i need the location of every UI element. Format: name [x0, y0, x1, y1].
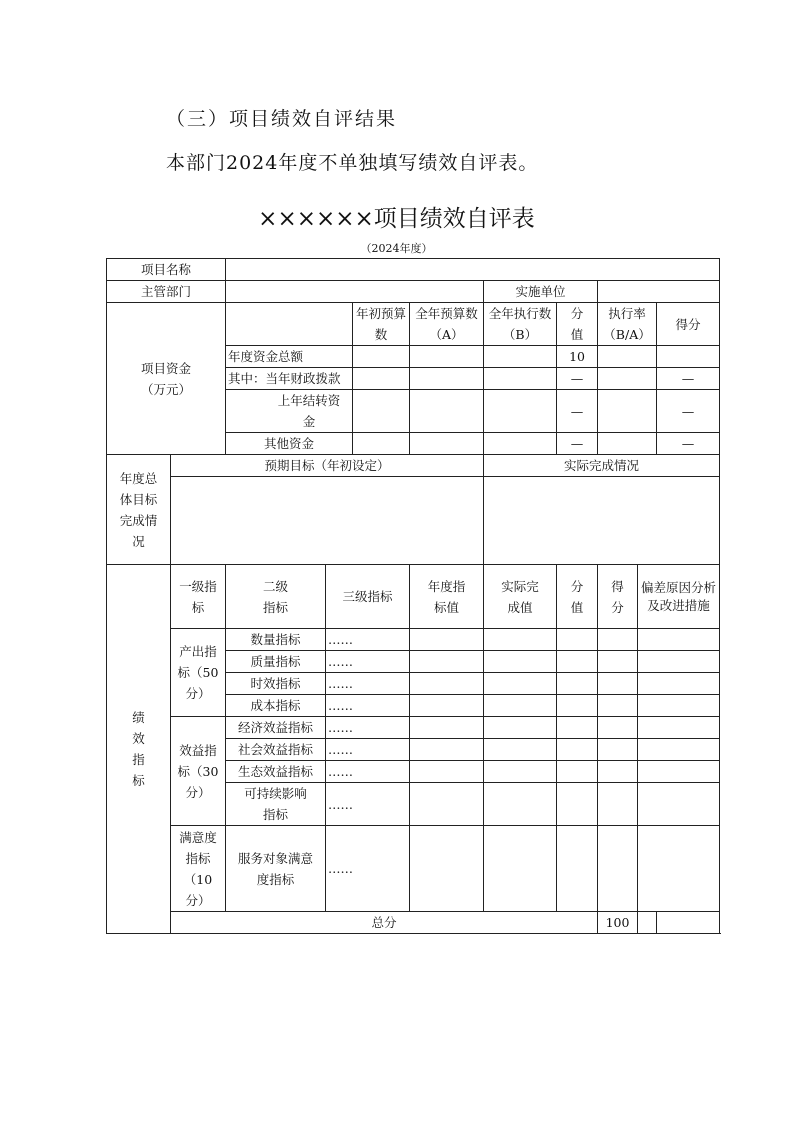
label-cell: 项目名称: [107, 259, 226, 281]
value-cell: [226, 281, 484, 303]
value-cell: [598, 717, 638, 739]
value-cell: [484, 826, 557, 912]
value-cell: [638, 651, 720, 673]
label-cell: 质量指标: [226, 651, 326, 673]
table-row: [107, 303, 720, 346]
label-cell: 经济效益指标: [226, 717, 326, 739]
label-cell: 绩效指标: [107, 565, 171, 934]
table-row: [107, 455, 720, 477]
table-row: [107, 826, 720, 912]
value-cell: [410, 826, 484, 912]
header-cell: 全年预算数（A）: [410, 303, 484, 346]
label-cell: 其他资金: [226, 433, 353, 455]
header-cell: 得分: [598, 565, 638, 629]
label-cell: 效益指标（30分）: [171, 717, 226, 826]
value-cell: [226, 259, 720, 281]
value-cell: [410, 346, 484, 368]
value-cell: [410, 390, 484, 433]
self-evaluation-table: [106, 258, 720, 934]
value-cell: [484, 346, 557, 368]
label-cell: 服务对象满意度指标: [226, 826, 326, 912]
value-cell: [638, 673, 720, 695]
total-value: 100: [598, 912, 638, 934]
value-cell: [410, 695, 484, 717]
value-cell: ……: [326, 761, 410, 783]
value-cell: [410, 673, 484, 695]
value-cell: [657, 912, 720, 934]
value-cell: ……: [326, 826, 410, 912]
label-cell: 产出指标（50分）: [171, 629, 226, 717]
label-cell: 满意度指标（10分）: [171, 826, 226, 912]
value-cell: [557, 761, 598, 783]
label-cell: 生态效益指标: [226, 761, 326, 783]
header-cell: 年度指标值: [410, 565, 484, 629]
label-cell: 成本指标: [226, 695, 326, 717]
value-cell: —: [657, 368, 720, 390]
label-cell: 项目资金（万元）: [107, 303, 226, 455]
value-cell: [410, 717, 484, 739]
table-row: [107, 259, 720, 281]
header-cell: 一级指标: [171, 565, 226, 629]
value-cell: [598, 368, 657, 390]
value-cell: [484, 433, 557, 455]
value-cell: [638, 739, 720, 761]
label-cell: 主管部门: [107, 281, 226, 303]
value-cell: [484, 390, 557, 433]
value-cell: —: [557, 368, 598, 390]
value-cell: [410, 651, 484, 673]
value-cell: [598, 761, 638, 783]
table-row: [107, 912, 720, 934]
value-cell: [598, 346, 657, 368]
section-heading: （三）项目绩效自评结果: [166, 108, 398, 130]
value-cell: [638, 717, 720, 739]
value-cell: [657, 346, 720, 368]
value-cell: [598, 390, 657, 433]
value-cell: [484, 783, 557, 826]
header-cell: 执行率（B/A）: [598, 303, 657, 346]
label-cell: 年度资金总额: [226, 346, 353, 368]
value-cell: [484, 651, 557, 673]
value-cell: [353, 433, 410, 455]
header-cell: 二级指标: [226, 565, 326, 629]
value-cell: [598, 695, 638, 717]
value-cell: [598, 826, 638, 912]
paragraph: 本部门2024年度不单独填写绩效自评表。: [166, 152, 539, 174]
value-cell: [353, 346, 410, 368]
value-cell: [638, 912, 657, 934]
header-cell: 预期目标（年初设定）: [171, 455, 484, 477]
header-cell: 得分: [657, 303, 720, 346]
table-row: [107, 281, 720, 303]
value-cell: [484, 629, 557, 651]
table-year: （2024年度）: [360, 242, 433, 255]
value-cell: [557, 695, 598, 717]
value-cell: [557, 651, 598, 673]
value-cell: [484, 739, 557, 761]
value-cell: [171, 477, 484, 565]
value-cell: [557, 673, 598, 695]
value-cell: ……: [326, 651, 410, 673]
header-cell: 三级指标: [326, 565, 410, 629]
label-cell: 数量指标: [226, 629, 326, 651]
table-row: [107, 629, 720, 651]
value-cell: [484, 761, 557, 783]
value-cell: —: [657, 433, 720, 455]
value-cell: 10: [557, 346, 598, 368]
value-cell: [557, 739, 598, 761]
value-cell: [598, 783, 638, 826]
value-cell: [557, 783, 598, 826]
value-cell: ……: [326, 739, 410, 761]
value-cell: [598, 433, 657, 455]
value-cell: [557, 717, 598, 739]
value-cell: [410, 368, 484, 390]
value-cell: —: [557, 390, 598, 433]
value-cell: [557, 826, 598, 912]
value-cell: [598, 651, 638, 673]
table-row: [107, 717, 720, 739]
value-cell: [353, 368, 410, 390]
value-cell: [410, 783, 484, 826]
label-cell: 其中：当年财政拨款: [226, 368, 353, 390]
value-cell: ……: [326, 717, 410, 739]
value-cell: ……: [326, 629, 410, 651]
header-cell: 年初预算数: [353, 303, 410, 346]
header-cell: 偏差原因分析及改进措施: [638, 565, 720, 629]
value-cell: ……: [326, 783, 410, 826]
label-cell: 年度总体目标完成情况: [107, 455, 171, 565]
value-cell: [484, 477, 720, 565]
value-cell: [638, 826, 720, 912]
header-cell: 实际完成值: [484, 565, 557, 629]
value-cell: [484, 695, 557, 717]
value-cell: [484, 368, 557, 390]
value-cell: [598, 739, 638, 761]
header-cell: 分值: [557, 565, 598, 629]
value-cell: [638, 761, 720, 783]
label-cell: 社会效益指标: [226, 739, 326, 761]
total-label: 总分: [171, 912, 598, 934]
label-cell: 上年结转资金: [226, 390, 353, 433]
header-cell: 分值: [557, 303, 598, 346]
label-cell: 可持续影响指标: [226, 783, 326, 826]
value-cell: [410, 739, 484, 761]
value-cell: [226, 303, 353, 346]
table-title: ××××××项目绩效自评表: [258, 206, 535, 232]
label-cell: 时效指标: [226, 673, 326, 695]
value-cell: ……: [326, 673, 410, 695]
value-cell: ……: [326, 695, 410, 717]
table-row: [107, 565, 720, 629]
value-cell: [638, 629, 720, 651]
value-cell: [410, 761, 484, 783]
value-cell: [638, 695, 720, 717]
value-cell: [557, 629, 598, 651]
value-cell: [638, 783, 720, 826]
value-cell: [353, 390, 410, 433]
header-cell: 实际完成情况: [484, 455, 720, 477]
value-cell: —: [557, 433, 598, 455]
table-row: [107, 477, 720, 565]
value-cell: [410, 629, 484, 651]
label-cell: 实施单位: [484, 281, 598, 303]
value-cell: [598, 281, 720, 303]
value-cell: [410, 433, 484, 455]
value-cell: [598, 629, 638, 651]
value-cell: [598, 673, 638, 695]
value-cell: —: [657, 390, 720, 433]
header-cell: 全年执行数（B）: [484, 303, 557, 346]
value-cell: [484, 717, 557, 739]
value-cell: [484, 673, 557, 695]
